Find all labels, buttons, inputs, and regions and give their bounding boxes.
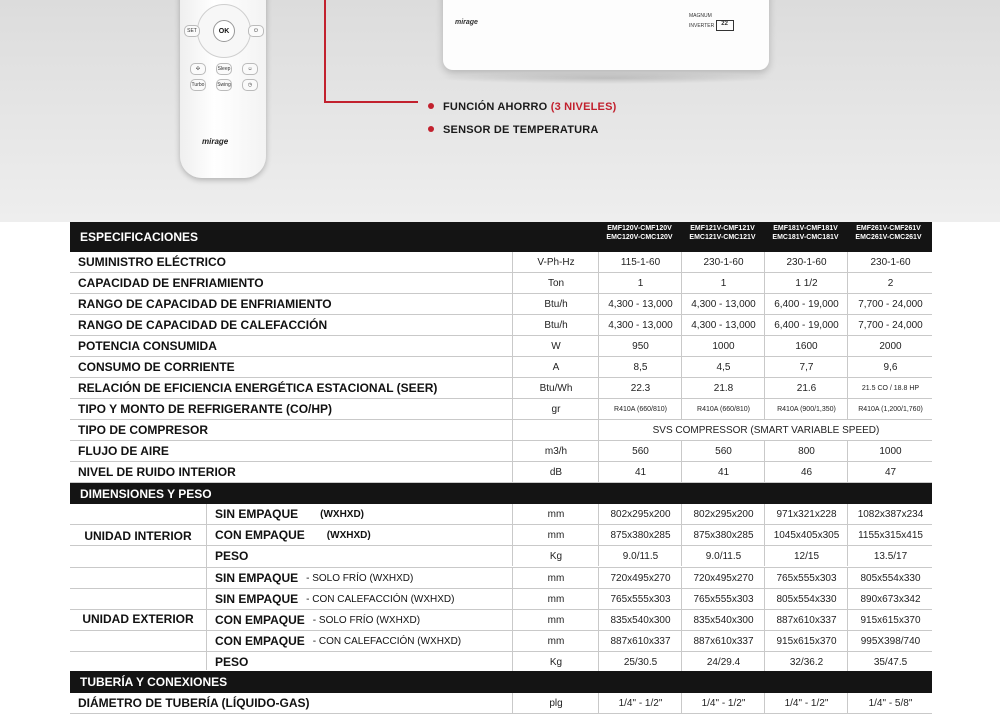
spec-value: 950 — [598, 336, 682, 356]
spec-value: 720x495x270 — [681, 568, 765, 588]
spec-value: 835x540x300 — [598, 610, 682, 630]
spec-value: 875x380x285 — [681, 525, 765, 545]
spec-title: ESPECIFICACIONES — [80, 230, 199, 244]
spec-row — [70, 273, 932, 294]
spec-unit: mm — [512, 589, 599, 609]
spec-unit: Ton — [512, 273, 599, 293]
group-label: UNIDAD INTERIOR — [70, 504, 207, 567]
dim-label-main: PESO — [215, 655, 249, 669]
spec-value: 1 1/2 — [764, 273, 848, 293]
spec-value: 1/4" - 1/2" — [598, 693, 682, 713]
interior-unit-group — [70, 504, 932, 567]
spec-value: 35/47.5 — [847, 652, 933, 672]
spec-value: 24/29.4 — [681, 652, 765, 672]
spec-value: R410A (660/810) — [681, 399, 765, 419]
spec-value: 41 — [681, 462, 765, 482]
spec-value: 25/30.5 — [598, 652, 682, 672]
unit-badge — [689, 13, 734, 31]
dim-label-main: PESO — [215, 549, 249, 563]
spec-value: 8,5 — [598, 357, 682, 377]
spec-value: 32/36.2 — [764, 652, 848, 672]
bullet-icon — [428, 103, 434, 109]
model-code: EMC261V-CMC261V — [855, 234, 922, 241]
spec-value-span: SVS COMPRESSOR (SMART VARIABLE SPEED) — [598, 420, 933, 440]
spec-value: 802x295x200 — [681, 504, 765, 524]
unit-badge-text: MAGNUM — [689, 13, 712, 19]
model-header — [598, 224, 681, 242]
spec-value: 21.5 CO / 18.8 HP — [847, 378, 933, 398]
spec-unit: mm — [512, 610, 599, 630]
spec-value: 1155x315x415 — [847, 525, 933, 545]
spec-label: SUMINISTRO ELÉCTRICO — [78, 255, 227, 269]
spec-unit: mm — [512, 631, 599, 651]
spec-value: 887x610x337 — [681, 631, 765, 651]
dim-label-main: CON EMPAQUE — [215, 634, 305, 648]
dim-label-sub: - SOLO FRÍO (WXHXD) — [312, 614, 421, 626]
dim-label — [215, 568, 413, 588]
spec-value: 2000 — [847, 336, 933, 356]
spec-value: 995X398/740 — [847, 631, 933, 651]
model-header — [847, 224, 930, 242]
spec-value: 7,700 - 24,000 — [847, 294, 933, 314]
spec-unit: Kg — [512, 546, 599, 566]
model-code: EMC181V-CMC181V — [772, 234, 839, 241]
spec-value: 720x495x270 — [598, 568, 682, 588]
spec-table — [70, 222, 932, 714]
model-header — [764, 224, 847, 242]
section-header-piping — [70, 671, 932, 693]
spec-unit: Btu/h — [512, 315, 599, 335]
model-code: EMF181V-CMF181V — [773, 225, 838, 232]
spec-row — [70, 294, 932, 315]
dim-label — [215, 525, 371, 545]
feature-text: SENSOR DE TEMPERATURA — [443, 124, 599, 136]
dim-label-main: CON EMPAQUE — [215, 613, 305, 627]
spec-unit: m3/h — [512, 441, 599, 461]
spec-value: 230-1-60 — [847, 252, 933, 272]
dim-label-main: SIN EMPAQUE — [215, 507, 299, 521]
model-code: EMF120V-CMF120V — [607, 225, 672, 232]
dim-label — [215, 631, 461, 651]
spec-value: 4,300 - 13,000 — [681, 315, 765, 335]
power-icon: ⏻ — [248, 25, 264, 37]
spec-value: 41 — [598, 462, 682, 482]
spec-row — [70, 441, 932, 462]
spec-value: 805x554x330 — [764, 589, 848, 609]
spec-row — [70, 357, 932, 378]
spec-value: 875x380x285 — [598, 525, 682, 545]
spec-value: 21.8 — [681, 378, 765, 398]
spec-value: 890x673x342 — [847, 589, 933, 609]
spec-value: 47 — [847, 462, 933, 482]
spec-value: 115-1-60 — [598, 252, 682, 272]
spec-value: 9,6 — [847, 357, 933, 377]
dim-label-sub: - SOLO FRÍO (WXHXD) — [306, 572, 414, 584]
spec-unit: mm — [512, 525, 599, 545]
group-label: UNIDAD EXTERIOR — [70, 568, 207, 670]
spec-value: 4,300 - 13,000 — [681, 294, 765, 314]
fan-icon: ✣ — [190, 63, 206, 75]
spec-value: 802x295x200 — [598, 504, 682, 524]
spec-unit: Btu/Wh — [512, 378, 599, 398]
spec-value: 1082x387x234 — [847, 504, 933, 524]
remote-swing-button: Swing — [216, 79, 232, 91]
dim-label-sub: (WXHXD) — [326, 529, 371, 541]
remote-ok-button: OK — [213, 20, 235, 42]
spec-row — [70, 336, 932, 357]
spec-value: 887x610x337 — [598, 631, 682, 651]
spec-unit: Kg — [512, 652, 599, 672]
dim-label — [215, 504, 364, 524]
dim-row — [70, 546, 932, 566]
spec-value: 12/15 — [764, 546, 848, 566]
spec-row — [70, 315, 932, 336]
spec-value: 560 — [598, 441, 682, 461]
spec-unit: mm — [512, 504, 599, 524]
spec-value: 4,5 — [681, 357, 765, 377]
callout-line-vertical — [324, 0, 326, 103]
dim-label-sub: - CON CALEFACCIÓN (WXHXD) — [312, 635, 462, 647]
spec-unit: W — [512, 336, 599, 356]
model-header — [681, 224, 764, 242]
spec-value: 1000 — [681, 336, 765, 356]
spec-value: 560 — [681, 441, 765, 461]
spec-value: 1000 — [847, 441, 933, 461]
section-title: TUBERÍA Y CONEXIONES — [80, 675, 228, 689]
remote-control-image — [180, 0, 266, 178]
spec-value: 765x555x303 — [681, 589, 765, 609]
product-hero — [0, 0, 1000, 222]
spec-value: R410A (660/810) — [598, 399, 682, 419]
spec-label: TIPO Y MONTO DE REFRIGERANTE (CO/HP) — [78, 402, 333, 416]
spec-value: 915x615x370 — [847, 610, 933, 630]
spec-value: R410A (900/1,350) — [764, 399, 848, 419]
feature-highlight: (3 NIVELES) — [550, 101, 617, 113]
spec-label: POTENCIA CONSUMIDA — [78, 339, 217, 353]
spec-label: CAPACIDAD DE ENFRIAMIENTO — [78, 276, 264, 290]
spec-value: 765x555x303 — [764, 568, 848, 588]
spec-label: CONSUMO DE CORRIENTE — [78, 360, 235, 374]
spec-row — [70, 252, 932, 273]
spec-value: 2 — [847, 273, 933, 293]
dim-label-sub: - CON CALEFACCIÓN (WXHXD) — [306, 593, 455, 605]
spec-row — [70, 420, 932, 441]
spec-unit: dB — [512, 462, 599, 482]
remote-logo: mirage — [202, 137, 229, 146]
spec-value: 22.3 — [598, 378, 682, 398]
model-code: EMC121V-CMC121V — [689, 234, 756, 241]
spec-unit: V-Ph-Hz — [512, 252, 599, 272]
spec-unit: gr — [512, 399, 599, 419]
spec-row — [70, 378, 932, 399]
unit-badge-sub: INVERTER — [689, 22, 715, 29]
bullet-icon — [428, 126, 434, 132]
spec-row — [70, 399, 932, 420]
unit-logo: mirage — [455, 19, 478, 26]
spec-label: RELACIÓN DE EFICIENCIA ENERGÉTICA ESTACIONAL (SEER) — [78, 381, 438, 395]
person-icon: ☺ — [242, 63, 258, 75]
dim-label — [215, 589, 454, 609]
model-code: EMC120V-CMC120V — [606, 234, 673, 241]
spec-value: 230-1-60 — [764, 252, 848, 272]
feature-text: FUNCIÓN AHORRO — [443, 101, 548, 113]
remote-set-button: SET — [184, 25, 200, 37]
spec-label: NIVEL DE RUIDO INTERIOR — [78, 465, 236, 479]
spec-value: 21.6 — [764, 378, 848, 398]
section-title: DIMENSIONES Y PESO — [80, 486, 212, 501]
spec-value: 9.0/11.5 — [598, 546, 682, 566]
unit-badge-box: 22 — [716, 20, 734, 31]
spec-value: 7,700 - 24,000 — [847, 315, 933, 335]
spec-value: 915x615x370 — [764, 631, 848, 651]
remote-turbo-button: Turbo — [190, 79, 206, 91]
spec-value: 4,300 - 13,000 — [598, 294, 682, 314]
spec-value: 1 — [681, 273, 765, 293]
indoor-unit-image — [443, 0, 769, 70]
spec-row — [70, 462, 932, 483]
dim-row — [70, 631, 932, 652]
spec-unit: Btu/h — [512, 294, 599, 314]
spec-value: 9.0/11.5 — [681, 546, 765, 566]
spec-label: FLUJO DE AIRE — [78, 444, 169, 458]
dim-row — [70, 568, 932, 589]
dim-label-main: SIN EMPAQUE — [215, 571, 299, 585]
dim-row — [70, 589, 932, 610]
spec-value: 765x555x303 — [598, 589, 682, 609]
spec-unit: A — [512, 357, 599, 377]
callout-line-horizontal — [324, 101, 418, 103]
spec-value: 1600 — [764, 336, 848, 356]
feature-sensor — [428, 124, 599, 136]
remote-sleep-button: Sleep — [216, 63, 232, 75]
spec-value: 1/4" - 5/8" — [847, 693, 933, 713]
spec-label: RANGO DE CAPACIDAD DE CALEFACCIÓN — [78, 318, 328, 332]
spec-header-row — [70, 222, 932, 252]
dim-row — [70, 610, 932, 631]
timer-icon: ◷ — [242, 79, 258, 91]
dim-label — [215, 610, 420, 630]
spec-value: 1045x405x305 — [764, 525, 848, 545]
spec-unit — [512, 420, 599, 440]
spec-unit: mm — [512, 568, 599, 588]
spec-value: 1/4" - 1/2" — [764, 693, 848, 713]
exterior-unit-group — [70, 567, 932, 670]
spec-row — [70, 693, 932, 714]
spec-value: 6,400 - 19,000 — [764, 315, 848, 335]
spec-value: 971x321x228 — [764, 504, 848, 524]
spec-value: 46 — [764, 462, 848, 482]
model-code: EMF121V-CMF121V — [690, 225, 755, 232]
spec-value: 7,7 — [764, 357, 848, 377]
spec-label: DIÁMETRO DE TUBERÍA (LÍQUIDO-GAS) — [78, 696, 310, 710]
unit-shadow — [433, 72, 779, 84]
spec-value: 13.5/17 — [847, 546, 933, 566]
dim-label-main: CON EMPAQUE — [215, 528, 305, 542]
spec-value: 6,400 - 19,000 — [764, 294, 848, 314]
feature-savings — [428, 101, 617, 113]
spec-value: 1/4" - 1/2" — [681, 693, 765, 713]
spec-value: 1 — [598, 273, 682, 293]
spec-value: 4,300 - 13,000 — [598, 315, 682, 335]
dim-label — [215, 546, 248, 566]
spec-unit: plg — [512, 693, 599, 713]
spec-value: R410A (1,200/1,760) — [847, 399, 933, 419]
section-header-dimensions — [70, 483, 932, 504]
dim-label — [215, 652, 248, 672]
spec-label: RANGO DE CAPACIDAD DE ENFRIAMIENTO — [78, 297, 332, 311]
dim-row — [70, 652, 932, 672]
spec-value: 835x540x300 — [681, 610, 765, 630]
spec-value: 800 — [764, 441, 848, 461]
spec-value: 805x554x330 — [847, 568, 933, 588]
spec-label: TIPO DE COMPRESOR — [78, 423, 209, 437]
dim-label-sub: (WXHXD) — [320, 508, 365, 520]
dim-label-main: SIN EMPAQUE — [215, 592, 299, 606]
model-code: EMF261V-CMF261V — [856, 225, 921, 232]
spec-value: 887x610x337 — [764, 610, 848, 630]
dim-row — [70, 504, 932, 525]
dim-row — [70, 525, 932, 546]
spec-value: 230-1-60 — [681, 252, 765, 272]
